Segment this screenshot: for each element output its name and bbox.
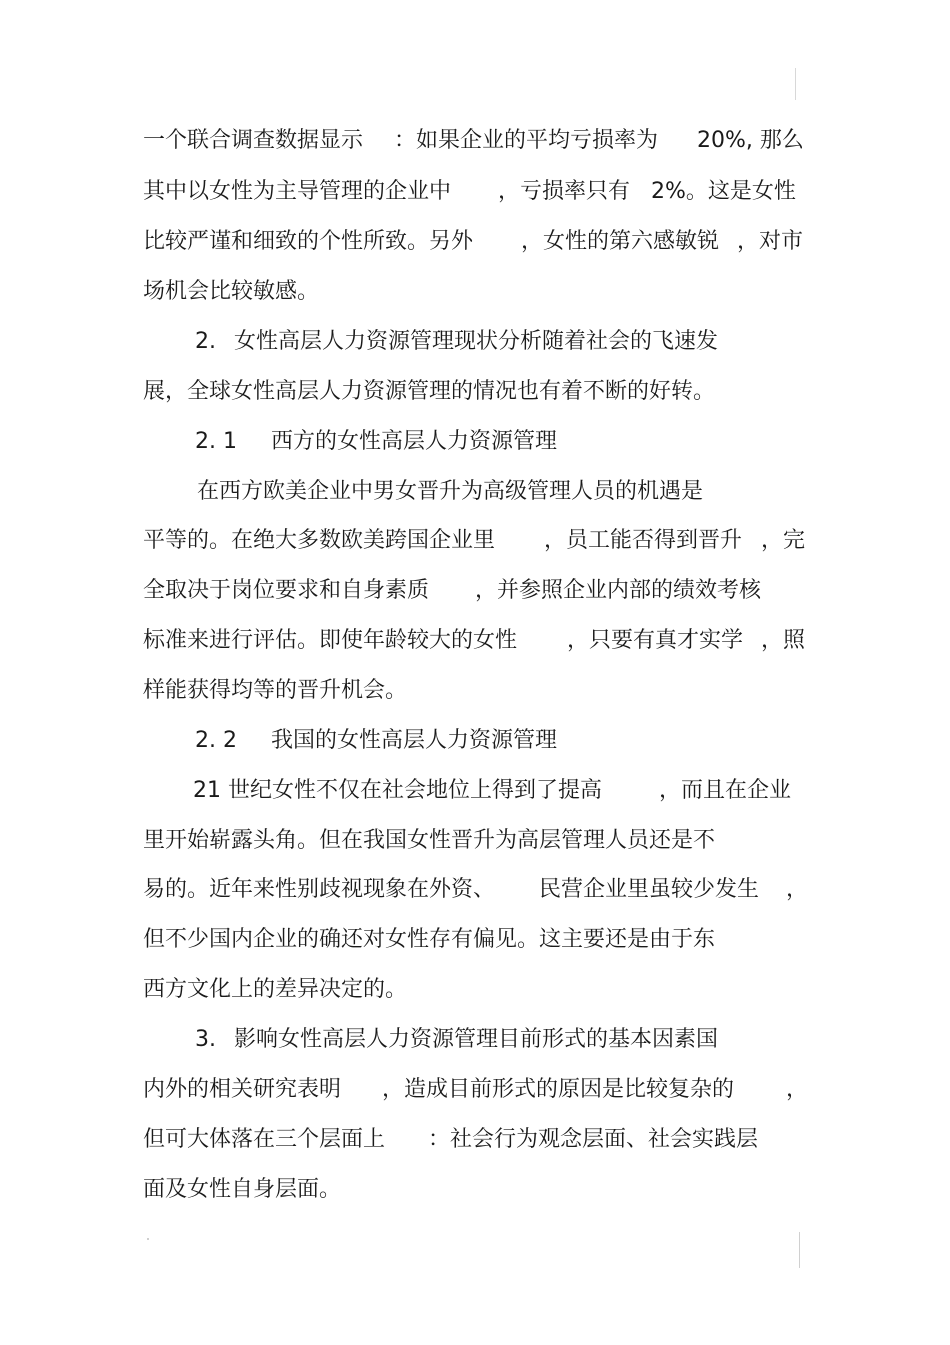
text-line [0, 277, 950, 307]
text-segment: 民营企业里虽较少发生 [539, 877, 760, 902]
text-segment: 但可大体落在三个层面上 [143, 1127, 386, 1152]
text-segment: ，对市 [737, 229, 804, 254]
text-segment: ， [786, 877, 809, 902]
text-segment: ， [786, 1077, 809, 1102]
page-margin-mark-top [795, 68, 796, 100]
text-segment: 比较严谨和细致的个性所致。另外 [143, 229, 474, 254]
text-segment: ：社会行为观念层面、社会实践层 [428, 1127, 759, 1152]
text-segment: 女性高层人力资源管理现状分析随着社会的飞速发 [234, 329, 719, 354]
subsection-title: 西方的女性高层人力资源管理 [271, 429, 558, 454]
text-segment: ：如果企业的平均亏损率为 [394, 128, 659, 153]
text-line [0, 975, 950, 1005]
section-number: 2. 1 [195, 429, 237, 454]
text-segment: 样能获得均等的晋升机会。 [143, 678, 408, 703]
text-line [0, 776, 950, 806]
text-segment: 21 世纪女性不仅在社会地位上得到了提高 [193, 778, 602, 803]
text-line [0, 676, 950, 706]
page-margin-dot [147, 1238, 149, 1240]
text-segment: 面及女性自身层面。 [143, 1177, 342, 1202]
subsection-heading [0, 726, 950, 756]
text-line [0, 126, 950, 156]
text-segment: ，而且在企业 [659, 778, 792, 803]
section-number: 3. [195, 1027, 216, 1052]
section-number: 2. [195, 329, 216, 354]
subsection-title: 我国的女性高层人力资源管理 [271, 728, 558, 753]
text-line [0, 826, 950, 856]
text-segment: 易的。近年来性别歧视现象在外资、 [143, 877, 496, 902]
text-segment: 在西方欧美企业中男女晋升为高级管理人员的机遇是 [197, 479, 704, 504]
text-segment: 影响女性高层人力资源管理目前形式的基本因素国 [234, 1027, 719, 1052]
section-heading [0, 327, 950, 357]
text-segment: ，并参照企业内部的绩效考核 [475, 578, 762, 603]
text-segment: 西方文化上的差异决定的。 [143, 977, 408, 1002]
text-segment: ，亏损率只有 [498, 179, 631, 204]
text-line [0, 1125, 950, 1155]
text-segment: 展，全球女性高层人力资源管理的情况也有着不断的好转。 [143, 379, 716, 404]
text-segment: 其中以女性为主导管理的企业中 [143, 179, 452, 204]
text-segment: ，员工能否得到晋升 [544, 528, 743, 553]
text-segment: 内外的相关研究表明 [143, 1077, 342, 1102]
text-segment: ，完 [761, 528, 806, 553]
text-line [0, 875, 950, 905]
text-segment: 2%。这是女性 [651, 179, 796, 204]
text-segment: ，只要有真才实学 [567, 628, 744, 653]
section-number: 2. 2 [195, 728, 237, 753]
text-line [0, 477, 950, 507]
text-segment: 但不少国内企业的确还对女性存有偏见。这主要还是由于东 [143, 927, 716, 952]
text-segment: ，造成目前形式的原因是比较复杂的 [382, 1077, 735, 1102]
text-segment: ，女性的第六感敏锐 [521, 229, 720, 254]
text-line [0, 925, 950, 955]
text-segment: ，照 [761, 628, 806, 653]
text-segment: 标准来进行评估。即使年龄较大的女性 [143, 628, 518, 653]
text-line [0, 626, 950, 656]
text-line [0, 227, 950, 257]
text-segment: 平等的。在绝大多数欧美跨国企业里 [143, 528, 496, 553]
page-margin-mark-bottom [799, 1232, 800, 1268]
text-segment: 场机会比较敏感。 [143, 279, 320, 304]
text-line [0, 576, 950, 606]
subsection-heading [0, 427, 950, 457]
text-line [0, 377, 950, 407]
section-heading [0, 1025, 950, 1055]
text-segment: 20%, 那么 [697, 128, 804, 153]
text-line [0, 1175, 950, 1205]
text-segment: 一个联合调查数据显示 [143, 128, 364, 153]
text-line [0, 177, 950, 207]
text-segment: 全取决于岗位要求和自身素质 [143, 578, 430, 603]
text-line [0, 1075, 950, 1105]
text-line [0, 526, 950, 556]
text-segment: 里开始崭露头角。但在我国女性晋升为高层管理人员还是不 [143, 828, 716, 853]
